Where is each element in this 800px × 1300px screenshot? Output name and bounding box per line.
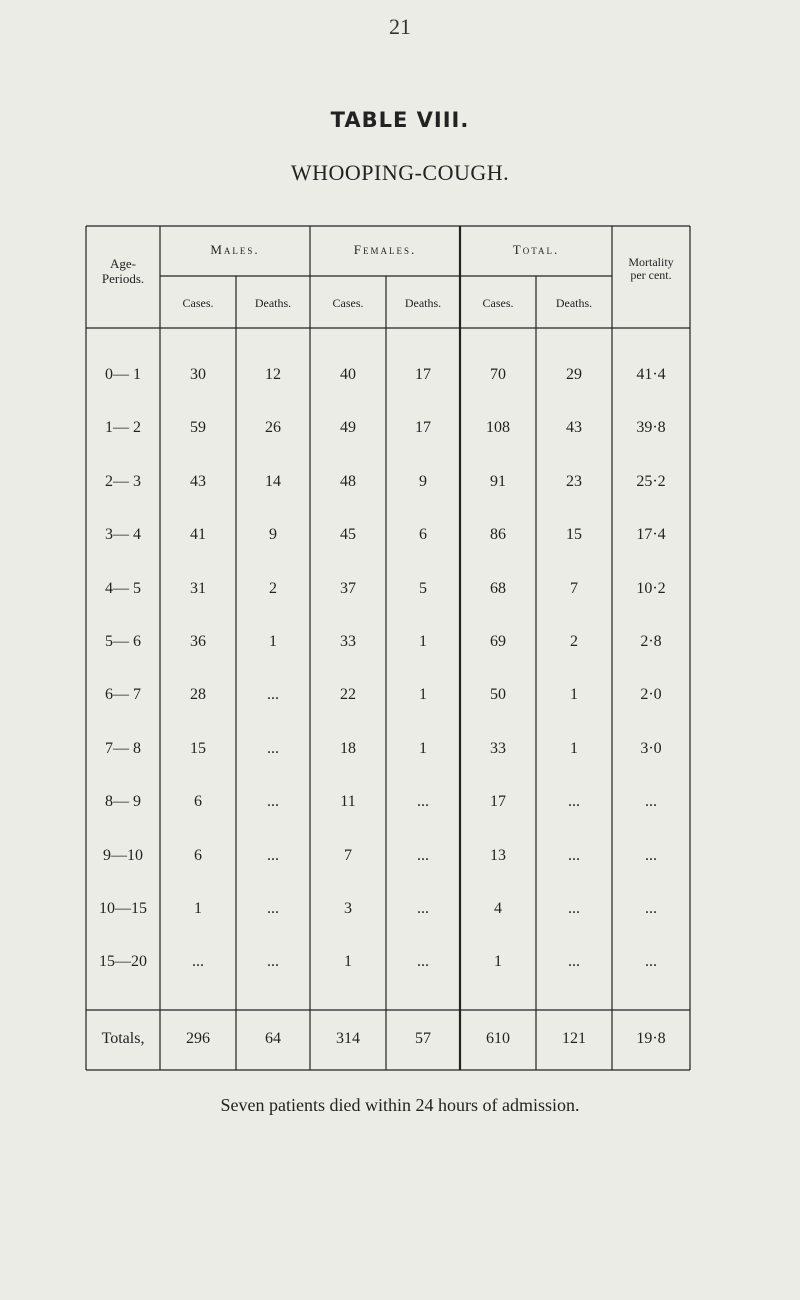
row-mortality: 2·8	[640, 633, 662, 650]
row-total-cases: 1	[494, 953, 502, 970]
row-males-deaths: 12	[265, 366, 281, 383]
row-females-deaths: ...	[417, 953, 429, 970]
row-total-deaths: 7	[570, 580, 578, 597]
row-females-deaths: 1	[419, 740, 427, 757]
row-total-cases: 70	[490, 366, 506, 383]
header-females-deaths: Deaths.	[404, 296, 442, 310]
row-total-deaths: ...	[568, 793, 580, 810]
row-age: 8— 9	[105, 793, 141, 810]
row-age: 1— 2	[105, 419, 141, 436]
footnote: Seven patients died within 24 hours of admission.	[220, 1095, 580, 1115]
row-mortality: 41·4	[636, 366, 666, 383]
row-females-cases: 7	[344, 847, 352, 864]
row-males-deaths: ...	[267, 953, 279, 970]
row-females-cases: 45	[340, 526, 356, 543]
row-mortality: 10·2	[636, 580, 666, 597]
row-males-deaths: 9	[269, 526, 277, 543]
row-total-cases: 108	[486, 419, 510, 436]
row-males-deaths: 14	[265, 473, 281, 490]
row-total-cases: 4	[494, 900, 502, 917]
row-females-deaths: ...	[417, 900, 429, 917]
row-mortality: 2·0	[640, 686, 662, 703]
row-females-cases: 18	[340, 740, 356, 757]
header-total: Total.	[512, 242, 560, 257]
row-age: 15—20	[99, 953, 147, 970]
totals-mortality: 19·8	[636, 1030, 666, 1047]
row-total-cases: 13	[490, 847, 506, 864]
row-males-deaths: ...	[267, 793, 279, 810]
row-mortality: ...	[645, 847, 657, 864]
row-total-cases: 91	[490, 473, 506, 490]
row-males-cases: 41	[190, 526, 206, 543]
row-males-cases: 36	[190, 633, 206, 650]
row-females-cases: 3	[344, 900, 352, 917]
totals-males-deaths: 64	[265, 1030, 281, 1047]
header-males-deaths: Deaths.	[254, 296, 292, 310]
row-males-cases: 31	[190, 580, 206, 597]
row-total-deaths: 1	[570, 686, 578, 703]
header-males: Males.	[210, 242, 260, 257]
totals-total-deaths: 121	[562, 1030, 586, 1047]
header-total-deaths: Deaths.	[555, 296, 593, 310]
row-males-deaths: 2	[269, 580, 277, 597]
header-total-cases: Cases.	[482, 296, 514, 310]
row-total-cases: 17	[490, 793, 506, 810]
row-age: 2— 3	[105, 473, 141, 490]
totals-label: Totals,	[101, 1030, 145, 1047]
row-males-cases: ...	[192, 953, 204, 970]
row-total-deaths: ...	[568, 953, 580, 970]
row-total-deaths: 15	[566, 526, 582, 543]
row-females-cases: 48	[340, 473, 356, 490]
totals-total-cases: 610	[486, 1030, 510, 1047]
row-males-deaths: ...	[267, 686, 279, 703]
row-females-cases: 22	[340, 686, 356, 703]
row-age: 7— 8	[105, 740, 141, 757]
header-females: Females.	[353, 242, 417, 257]
row-total-deaths: 29	[566, 366, 582, 383]
row-males-deaths: 1	[269, 633, 277, 650]
row-males-cases: 6	[194, 793, 202, 810]
row-males-cases: 59	[190, 419, 206, 436]
row-males-cases: 43	[190, 473, 206, 490]
row-females-cases: 37	[340, 580, 356, 597]
row-males-cases: 30	[190, 366, 206, 383]
row-mortality: ...	[645, 953, 657, 970]
row-mortality: 3·0	[640, 740, 662, 757]
row-females-deaths: 17	[415, 419, 431, 436]
row-age: 6— 7	[105, 686, 141, 703]
row-females-cases: 33	[340, 633, 356, 650]
row-total-cases: 68	[490, 580, 506, 597]
row-mortality: ...	[645, 900, 657, 917]
row-females-deaths: 9	[419, 473, 427, 490]
row-males-deaths: ...	[267, 740, 279, 757]
header-mortality: Mortality per cent.	[628, 255, 674, 282]
table-title: TABLE VIII.	[330, 108, 470, 132]
row-males-cases: 28	[190, 686, 206, 703]
row-males-deaths: 26	[265, 419, 281, 436]
row-total-cases: 86	[490, 526, 506, 543]
row-total-cases: 69	[490, 633, 506, 650]
row-age: 10—15	[99, 900, 147, 917]
row-females-deaths: 1	[419, 686, 427, 703]
row-males-cases: 15	[190, 740, 206, 757]
row-total-deaths: 1	[570, 740, 578, 757]
row-females-deaths: 1	[419, 633, 427, 650]
row-females-deaths: 5	[419, 580, 427, 597]
totals-males-cases: 296	[186, 1030, 210, 1047]
row-age: 9—10	[103, 847, 143, 864]
row-total-cases: 50	[490, 686, 506, 703]
row-females-deaths: ...	[417, 793, 429, 810]
row-age: 4— 5	[105, 580, 141, 597]
row-males-deaths: ...	[267, 900, 279, 917]
page-number: 21	[389, 14, 411, 39]
header-males-cases: Cases.	[182, 296, 214, 310]
row-age: 5— 6	[105, 633, 141, 650]
row-females-cases: 1	[344, 953, 352, 970]
row-total-deaths: ...	[568, 900, 580, 917]
row-females-deaths: 17	[415, 366, 431, 383]
totals-females-cases: 314	[336, 1030, 360, 1047]
row-females-cases: 49	[340, 419, 356, 436]
header-age-periods: Age- Periods.	[101, 256, 145, 286]
row-males-cases: 1	[194, 900, 202, 917]
row-total-deaths: 23	[566, 473, 582, 490]
row-age: 3— 4	[105, 526, 141, 543]
row-mortality: 17·4	[636, 526, 666, 543]
row-total-deaths: 2	[570, 633, 578, 650]
row-age: 0— 1	[105, 366, 141, 383]
row-females-cases: 40	[340, 366, 356, 383]
totals-females-deaths: 57	[415, 1030, 431, 1047]
row-mortality: ...	[645, 793, 657, 810]
header-females-cases: Cases.	[332, 296, 364, 310]
row-mortality: 39·8	[636, 419, 666, 436]
row-females-deaths: ...	[417, 847, 429, 864]
row-total-deaths: 43	[566, 419, 582, 436]
row-males-deaths: ...	[267, 847, 279, 864]
row-total-cases: 33	[490, 740, 506, 757]
row-total-deaths: ...	[568, 847, 580, 864]
row-females-deaths: 6	[419, 526, 427, 543]
row-males-cases: 6	[194, 847, 202, 864]
table-subtitle: WHOOPING-COUGH.	[290, 160, 510, 185]
row-mortality: 25·2	[636, 473, 666, 490]
row-females-cases: 11	[340, 793, 356, 810]
